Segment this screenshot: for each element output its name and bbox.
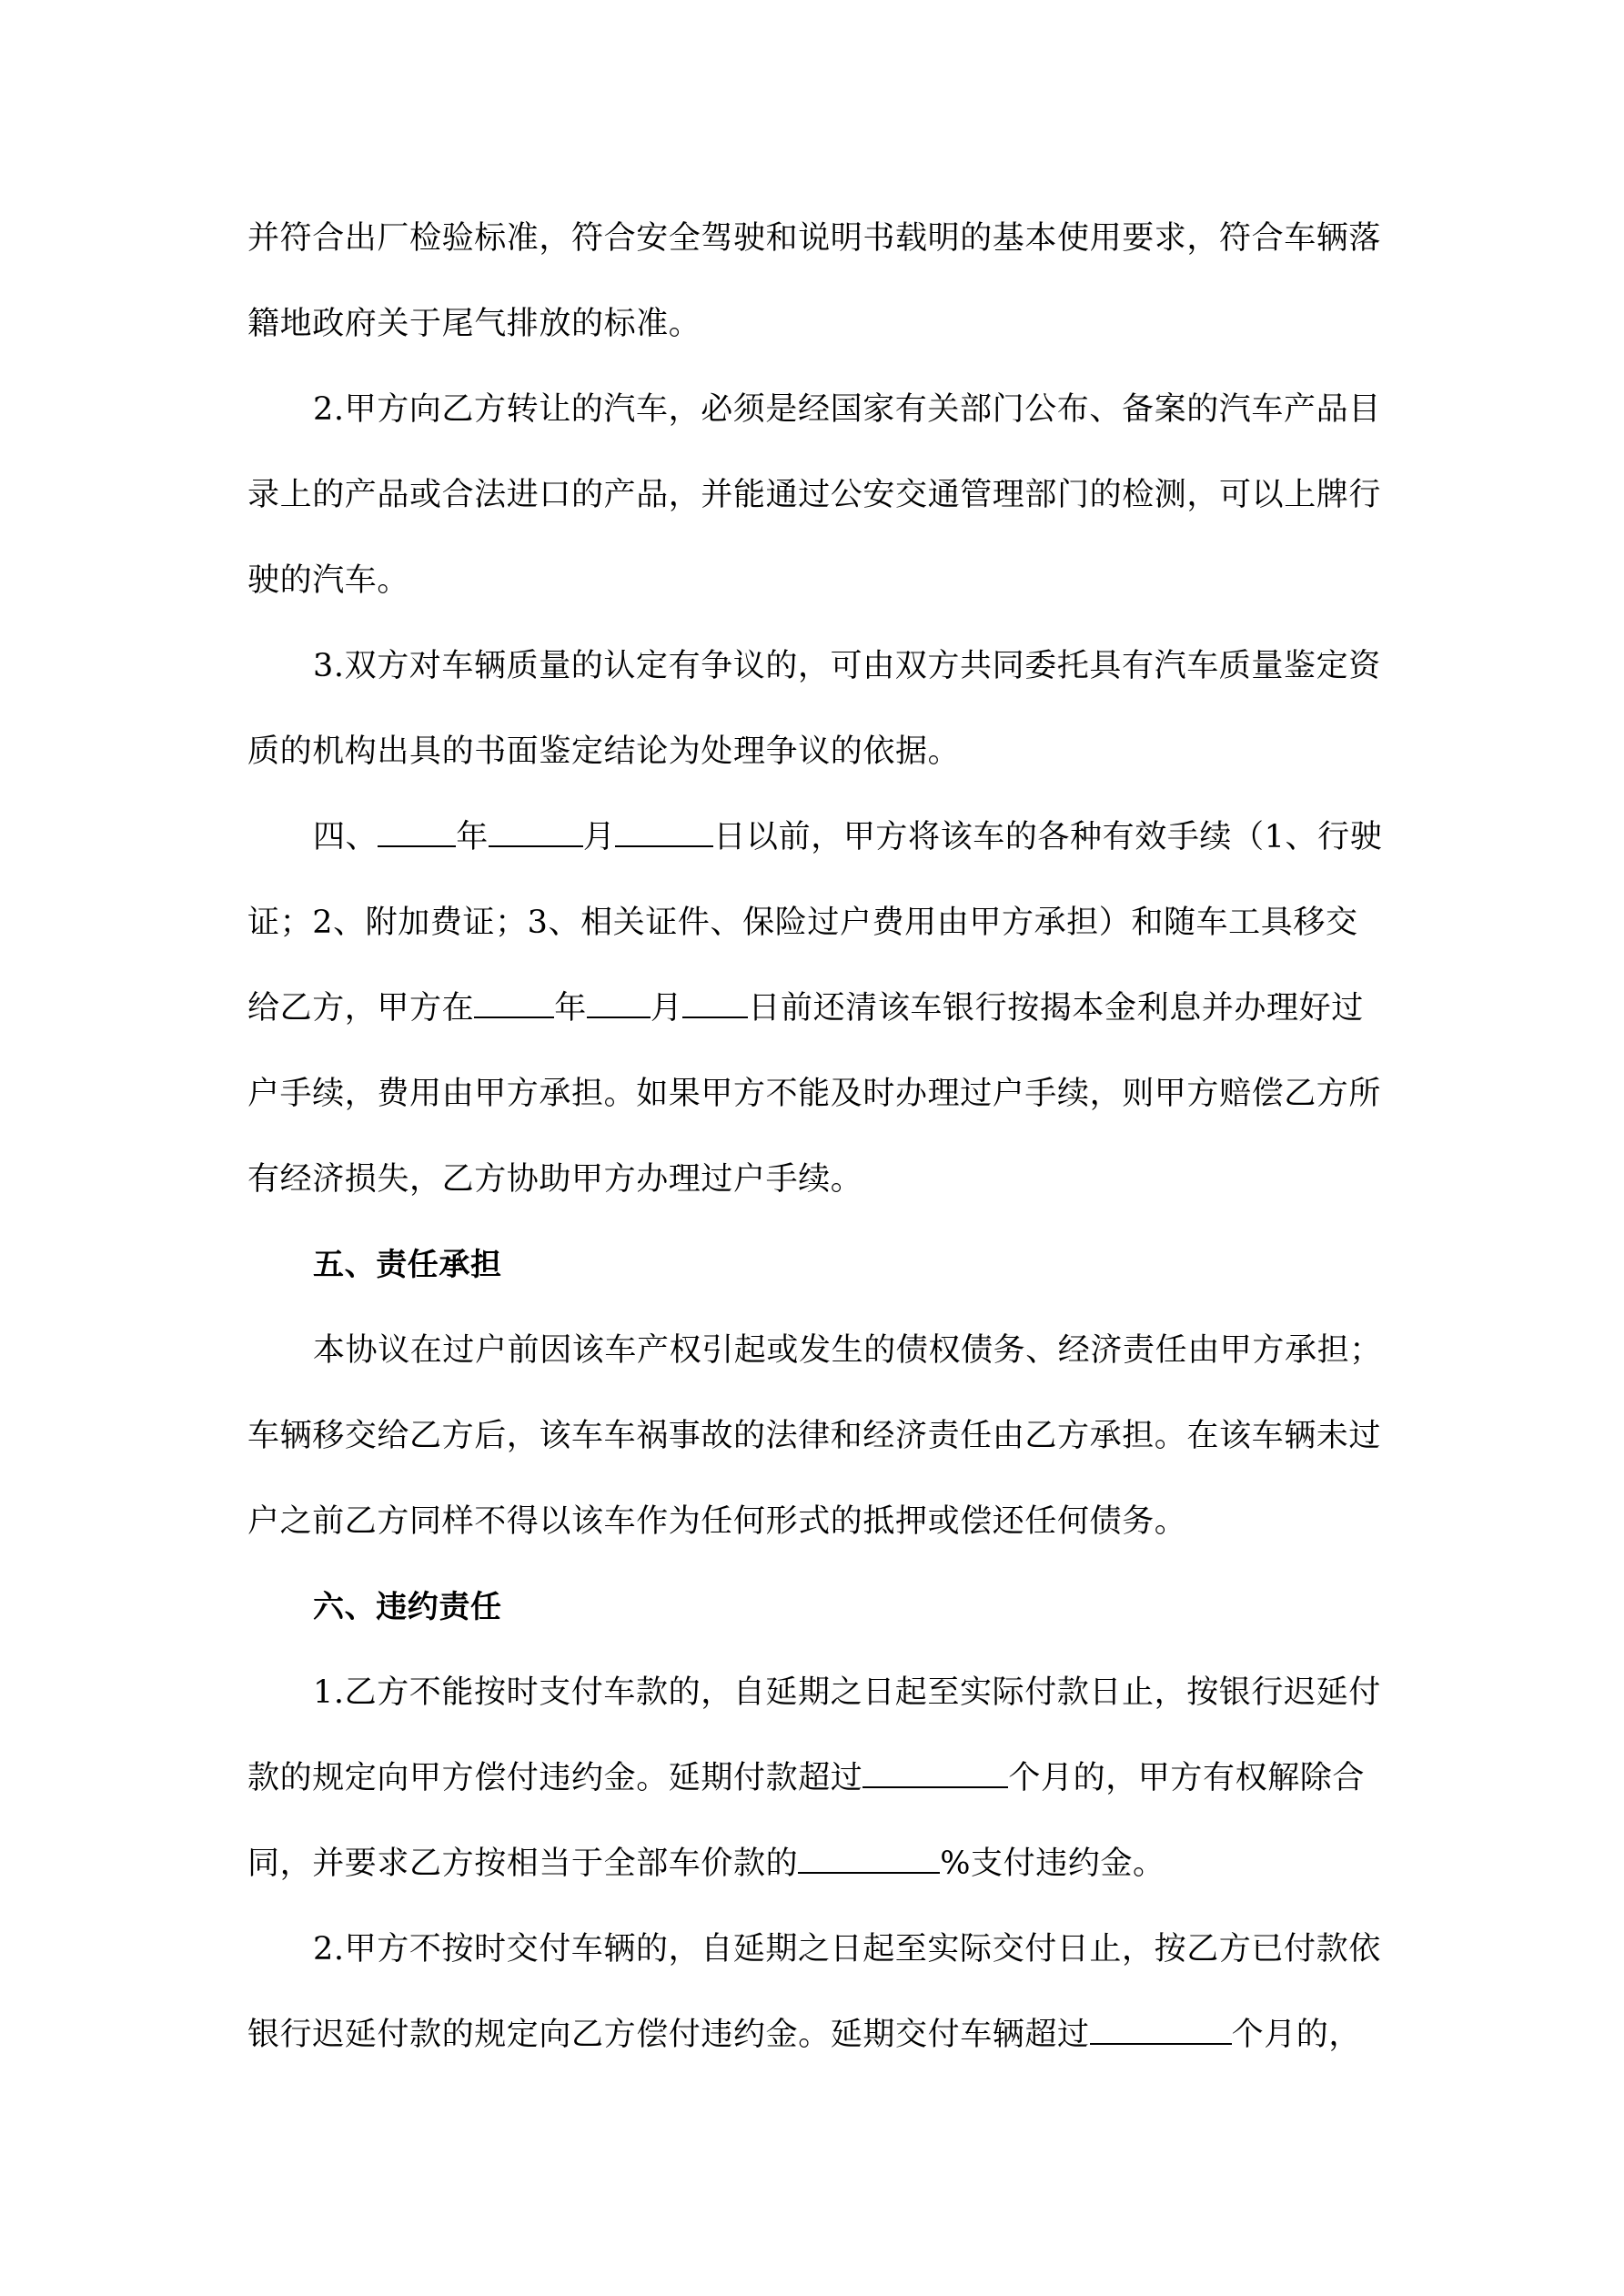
label-year-2: 年	[554, 990, 587, 1027]
label-month-2: 月	[650, 990, 683, 1027]
blank-months-buyer	[862, 1759, 1008, 1788]
buyer-breach-part-1: 1.乙方不能按时支付车款的，自延期之日起至实际付款日止，按银行迟延付款的规定向甲方偿付违约金。延期付款超过	[247, 1674, 1381, 1796]
clause-four-prefix: 四、	[313, 819, 378, 855]
heading-liability: 五、责任承担	[313, 1247, 502, 1283]
document-body	[247, 196, 1387, 2078]
blank-year-2	[474, 989, 554, 1018]
blank-year-1	[378, 818, 456, 847]
seller-breach-part-1: 2.甲方不按时交付车辆的，自延期之日起至实际交付日止，按乙方已付款依银行迟延付款的规定向乙方偿付违约金。延期交付车辆超过	[247, 1931, 1381, 2053]
paragraph-buyer-breach	[247, 1650, 1387, 1907]
buyer-breach-part-3: %支付违约金。	[940, 1846, 1165, 1882]
clause-four-tail: 日前还清该车银行按揭本金利息并办理好过户手续，费用由甲方承担。如果甲方不能及时办理过户手续，则甲方赔偿乙方所有经济损失，乙方协助甲方办理过户手续。	[247, 990, 1382, 1198]
paragraph-seller-breach	[247, 1907, 1387, 2078]
paragraph-liability: 本协议在过户前因该车产权引起或发生的债权债务、经济责任由甲方承担；车辆移交给乙方后，该车车祸事故的法律和经济责任由乙方承担。在该车辆未过户之前乙方同样不得以该车作为任何形式的抵押或偿还任何债务。	[247, 1332, 1382, 1540]
blank-month-2	[587, 989, 651, 1018]
paragraph-quality-dispute: 3.双方对车辆质量的认定有争议的，可由双方共同委托具有汽车质量鉴定资质的机构出具的书面鉴定结论为处理争议的依据。	[247, 648, 1381, 770]
label-month-1: 月	[582, 819, 616, 855]
paragraph-vehicle-catalog: 2.甲方向乙方转让的汽车，必须是经国家有关部门公布、备案的汽车产品目录上的产品或合法进口的产品，并能通过公安交通管理部门的检测，可以上牌行驶的汽车。	[247, 391, 1382, 599]
blank-month-1	[489, 818, 583, 847]
buyer-breach-part-2: 个月的，甲方有权解除合同，并要求乙方按相当于全部车价款的	[247, 1760, 1366, 1882]
heading-breach: 六、违约责任	[313, 1589, 502, 1625]
blank-months-seller	[1090, 2016, 1232, 2045]
clause-four-middle: 日以前，甲方将该车的各种有效手续（1、行驶证；2、附加费证；3、相关证件、保险过户费用由甲方承担）和随车工具移交给乙方，甲方在	[247, 819, 1383, 1027]
blank-day-2	[682, 989, 748, 1018]
blank-percent-buyer	[798, 1845, 940, 1874]
blank-day-1	[615, 818, 713, 847]
label-year-1: 年	[456, 819, 489, 855]
paragraph-handover-procedures	[247, 794, 1387, 1222]
paragraph-vehicle-standards: 并符合出厂检验标准，符合安全驾驶和说明书载明的基本使用要求，符合车辆落籍地政府关于尾气排放的标准。	[247, 220, 1382, 342]
seller-breach-part-2: 个月的，	[1231, 2017, 1362, 2053]
